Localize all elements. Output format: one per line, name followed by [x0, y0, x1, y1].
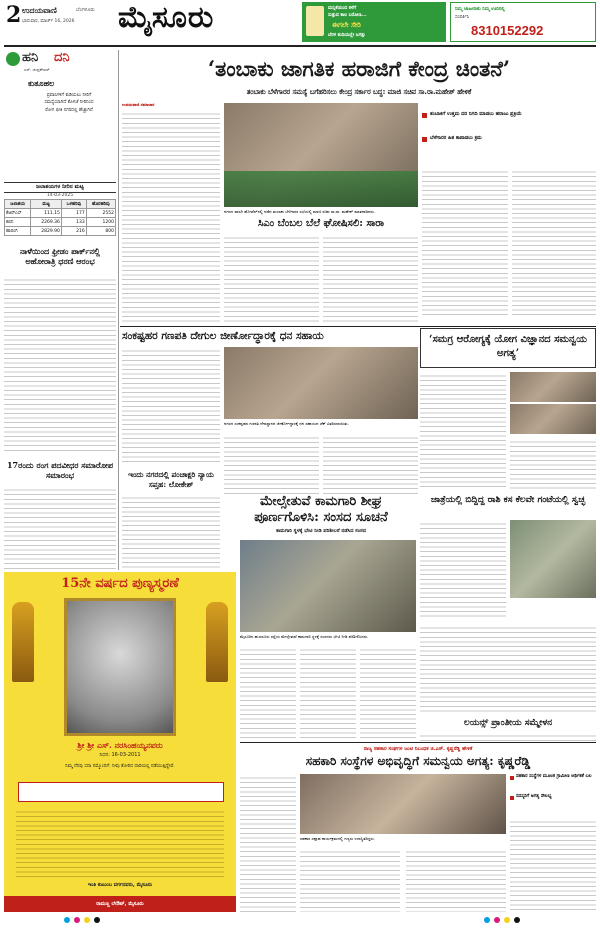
obituary-title [4, 576, 236, 591]
section-title: ಮೈಸೂರು [118, 0, 215, 35]
obituary-title-text: ವರ್ಷದ ಪುಣ್ಯಸ್ಮರಣೆ [95, 576, 179, 591]
coop-kicker: ರಾಜ್ಯ ಸಹಕಾರ ಸಂಘಗಳ ಜಂಟಿ ನಿಬಂಧಕ ಜಿ.ಎಸ್. ಕೃಷ್ಣರೆಡ್ಡಿ ಹೇಳಿಕೆ [363, 746, 473, 752]
bullet-icon [510, 796, 514, 800]
table-row [5, 227, 116, 236]
masthead-divider [4, 45, 596, 47]
reservoir-col-inflow: ಒಳಹರಿವು [61, 200, 86, 209]
registration-marks [4, 916, 596, 924]
yoga-headline: ‘ಸಮಗ್ರ ಆರೋಗ್ಯಕ್ಕೆ ಯೋಗ ವಿಜ್ಞಾನದ ಸಮನ್ವಯ ಅಗತ್ಯ’ [429, 334, 587, 359]
obituary-address-box [18, 782, 224, 802]
yoga-body1 [420, 372, 506, 490]
lead-body-col3 [422, 168, 508, 318]
left-article2-headline: 17ರಂದು ರಂಗ ಪದವೀಧರ ಸಮಾರೋಪ ಸಮಾರಂಭ [6, 460, 113, 480]
coop-headline: ಸಹಕಾರಿ ಸಂಸ್ಥೆಗಳ ಅಭಿವೃದ್ಧಿಗೆ ಸಮನ್ವಯ ಅಗತ್ಯ: ಕೃಷ್ಣರೆಡ್ಡಿ [305, 754, 531, 768]
obituary-footer-bar [4, 896, 236, 912]
lead-photo [224, 103, 418, 207]
temple-headline: ಸಂಕಷ್ಟಹರ ಗಣಪತಿ ದೇಗುಲ ಜೀರ್ಣೋದ್ಧಾರಕ್ಕೆ ಧನ ಸಹಾಯ [122, 330, 324, 342]
table-cell: ಕಬಿನಿ [5, 218, 31, 227]
page-number: 2 [6, 2, 22, 28]
magenta-mark-icon [494, 917, 500, 923]
flyover-subheadline: ಕಾಮಗಾರಿ ಸ್ಥಳಕ್ಕೆ ಭೇಟಿ ನೀಡಿ ಪರಿಶೀಲನೆ ನಡೆಸಿದ ಸಂಸದ [276, 528, 366, 534]
cm-story-body2 [323, 234, 418, 322]
table-row [5, 218, 116, 227]
obituary-title-prefix: 15ನೇ [61, 576, 91, 591]
magenta-mark-icon [74, 917, 80, 923]
cyan-mark-icon [484, 917, 490, 923]
flyover-photo-caption: ಮೈಸೂರಿನ ಹುಣಸೂರು ರಸ್ತೆಯ ಮೇಲ್ಸೇತುವೆ ಕಾಮಗಾರಿ ಸ್ಥಳಕ್ಕೆ ಸಂಸದರು ಭೇಟಿ ನೀಡಿ ಪರಿಶೀಲಿಸಿದರು. [240, 634, 369, 639]
obituary-footer: ರಾಮಣ್ಣ ಲೇಔಟ್, ಮೈಸೂರು [96, 901, 144, 907]
phone-icon [306, 6, 324, 36]
left-column [4, 50, 116, 572]
coop-bullet1: ಸಹಕಾರ ಸಂಸ್ಥೆಗಳ ಮೂಲಕ ಗ್ರಾಮೀಣ ಆರ್ಥಿಕತೆ ಬಲ [516, 774, 592, 779]
table-cell: ಕೆಆರ್‌ಎಸ್ [5, 209, 31, 218]
bullet-icon [422, 113, 427, 118]
hanidani-logo-icon [6, 52, 20, 66]
obituary-name: ಶ್ರೀ ಶ್ರೀ ಎಸ್. ನರಸಿಂಹಯ್ಯನವರು [77, 740, 163, 750]
black-mark-icon [514, 917, 520, 923]
adalat-body [122, 494, 220, 570]
portrait-photo [64, 598, 176, 736]
ad2-line1: ನಿಮ್ಮ ಜಾಹೀರಾತು ನಿಮ್ಮ ಊರಿನಲ್ಲಿ [455, 7, 505, 12]
obituary-tribute: ನಿಮ್ಮ ನೆನಪು ಸದಾ ನಮ್ಮೊಂದಿಗೆ. ನೀವು ತೋರಿದ ದಾರಿಯಲ್ಲಿ ನಡೆಯುತ್ತಿದ್ದೇವೆ. [65, 764, 175, 769]
yellow-mark-icon [84, 917, 90, 923]
issue-date: ಭಾನುವಾರ, ಮಾರ್ಚ್ 16, 2026 [22, 19, 75, 24]
table-cell: 216 [61, 227, 86, 236]
hanidani-brand-b: ದನಿ [54, 50, 70, 65]
cm-story-body1 [224, 234, 319, 322]
lead-bullet2: ಬೆಳೆಗಾರರ ಹಿತ ಕಾಪಾಡಲು ಕ್ರಮ [430, 135, 482, 141]
lead-photo-caption: ನಗರದ ಖಾಸಗಿ ಹೋಟೆಲ್‌ನಲ್ಲಿ ನಡೆದ ತಂಬಾಕು ಬೆಳೆಗಾರರ ಸಭೆಯಲ್ಲಿ ಮಾಜಿ ಸಚಿವ ಸಾ.ರಾ. ಮಹೇಶ್ ಮಾತನಾಡಿದರು. [224, 209, 376, 214]
hanidani-byline: ಎಸ್. ಚಂದ್ರಶೇಖರ್ [24, 67, 50, 72]
reservoir-col-level: ಮಟ್ಟ [31, 200, 61, 209]
kutuhala-text: ಪ್ರವಾಸಿಗಳಿಗೆ ಕುಡಿಯಲು ನೀರಿಗೆ ಸಮಸ್ಯೆಯಾಗಿದೆ ಕೊಳಚೆ ನೀರಿನಿಂದ ರೋಗ ಭೀತಿ ನಗರದಲ್ಲಿ ಹೆಚ್ಚಾಗಿದೆ [44, 93, 94, 113]
yellow-mark-icon [504, 917, 510, 923]
table-row [5, 209, 116, 218]
table-cell: 2829.90 [31, 227, 61, 236]
masthead-ad-green [302, 2, 446, 42]
lamp-icon [206, 602, 228, 682]
masthead-ad-phone [450, 2, 596, 42]
lead-headline: ‘ತಂಬಾಕು ಜಾಗತಿಕ ಹರಾಜಿಗೆ ಕೇಂದ್ರ ಚಿಂತನೆ’ [207, 56, 511, 81]
paper-name: ಉದಯವಾಣಿ [22, 6, 57, 15]
lamp-icon [12, 602, 34, 682]
lead-body-col4 [512, 168, 596, 318]
bullet-icon [422, 137, 427, 142]
yoga-photo-1 [510, 372, 596, 402]
section-divider [120, 326, 596, 327]
lead-dateline: ಉದಯವಾಣಿ ಸಮಾಚಾರ [122, 102, 155, 107]
coop-body3 [406, 848, 506, 912]
fair-body1 [420, 520, 506, 620]
flyover-photo [240, 540, 416, 632]
kutuhala-title: ಕುತೂಹಲ [28, 78, 55, 88]
yoga-photo-2 [510, 404, 596, 434]
flyover-headline-line1: ಮೇಲ್ಸೇತುವೆ ಕಾಮಗಾರಿ ಶೀಘ್ರ [260, 494, 382, 509]
temple-body1 [122, 347, 220, 465]
fair-headline: ಜಾತ್ರೆಯಲ್ಲಿ ಬಿದ್ದಿದ್ದ ರಾಶಿ ಕಸ ಕೆಲವೇ ಗಂಟೆಯಲ್ಲಿ ಸ್ವಚ್ಛ [430, 495, 586, 505]
yoga-headline-box [420, 328, 596, 368]
reservoir-col-name: ಜಲಾಶಯ [5, 200, 31, 209]
coop-bullet2: ಸದಸ್ಯರಿಗೆ ಅಗತ್ಯ ಸೌಲಭ್ಯ [516, 794, 552, 799]
reservoir-date: 14-03-2025 [46, 193, 74, 198]
lead-bullets [422, 103, 596, 165]
cm-story-headline: ಸಿಎಂ ಬೆಂಬಲ ಬೆಲೆ ಘೋಷಿಸಲಿ: ಸಾರಾ [257, 218, 385, 229]
temple-body2 [224, 434, 319, 494]
table-cell: 111.15 [31, 209, 61, 218]
lead-subheadline: ತಂಬಾಕು ಬೆಳೆಗಾರರ ಸಮಸ್ಯೆ ಬಗೆಹರಿಸಲು ಕೇಂದ್ರ ಸರ್ಕಾರ ಬದ್ಧ: ಮಾಜಿ ಸಚಿವ ಸಾ.ರಾ.ಮಹೇಶ್ ಹೇಳಿಕೆ [246, 88, 472, 96]
bullet-icon [510, 776, 514, 780]
table-cell: ಹಾರಂಗಿ [5, 227, 31, 236]
table-cell: 2552 [86, 209, 115, 218]
lead-bullet1: ತಂಬಾಕಿಗೆ ಉತ್ತಮ ದರ ನಿಗದಿ ಮಾಡಲು ಹರಾಜು ಪ್ರಕ್ರಿಯೆ [430, 111, 522, 117]
temple-body3 [323, 434, 418, 494]
coop-bullets [510, 774, 596, 814]
reservoir-title: ಜಲಾಶಯಗಳ ನೀರಿನ ಮಟ್ಟ [4, 182, 116, 193]
table-cell: 1200 [86, 218, 115, 227]
ad1-line4: ಬೆರಳ ತುದಿಯಲ್ಲೇ ಜಗತ್ತು [328, 33, 366, 38]
lions-headline: ಲಯನ್ಸ್ ಪ್ರಾಂತೀಯ ಸಮ್ಮೇಳನ [463, 718, 553, 728]
table-cell: 800 [86, 227, 115, 236]
coop-photo [300, 774, 506, 834]
hanidani-brand-a: ಹನಿ [22, 50, 39, 65]
yoga-body2 [510, 438, 596, 490]
reservoir-box [4, 182, 116, 236]
ad2-line2: ಸಂಪರ್ಕಿಸಿ [455, 15, 470, 20]
flyover-body3 [360, 646, 416, 738]
obituary-dates: ನಿಧನ: 16-03-2011 [99, 752, 141, 758]
left-article1-body [4, 276, 116, 454]
coop-body1 [240, 774, 296, 912]
coop-body4 [510, 818, 596, 912]
coop-body2 [300, 848, 400, 912]
lead-body-col1 [122, 110, 220, 322]
temple-photo [224, 347, 418, 419]
lions-body [420, 732, 596, 742]
flyover-headline-line2: ಪೂರ್ಣಗೊಳಿಸಿ: ಸಂಸದ ಸೂಚನೆ [254, 510, 388, 525]
left-article1-headline: ನಾಳೆಯಿಂದ ಫ್ರೀಡಂ ಪಾರ್ಕ್‌ನಲ್ಲಿ ಅಹೋರಾತ್ರಿ ಧರಣಿ ಆರಂಭ [19, 246, 101, 266]
temple-photo-caption: ನಗರದ ಸಂಕಷ್ಟಹರ ಗಣಪತಿ ದೇವಸ್ಥಾನದ ಜೀರ್ಣೋದ್ಧಾರಕ್ಕೆ ಧನ ಸಹಾಯದ ಚೆಕ್ ವಿತರಿಸಲಾಯಿತು. [224, 421, 349, 426]
black-mark-icon [94, 917, 100, 923]
reservoir-table [4, 199, 116, 236]
flyover-body2 [300, 646, 356, 738]
ad1-line1: ಮನ್ನಿಕೆಯಿಂದ ಕಳೆಗೆ [328, 6, 357, 11]
masthead-left [6, 4, 114, 40]
ad1-line2: ಸುತ್ತುವ ಕಾಲ ಬರೋಣ... [328, 13, 367, 18]
edition-city: ಬೆಂಗಳೂರು [76, 7, 95, 13]
fair-body2 [420, 624, 596, 714]
reservoir-col-outflow: ಹೊರಹರಿವು [86, 200, 115, 209]
fair-photo [510, 520, 596, 598]
table-cell: 2269.36 [31, 218, 61, 227]
table-cell: 133 [61, 218, 86, 227]
ad-phone-number: 8310152292 [471, 23, 544, 38]
table-cell: 177 [61, 209, 86, 218]
obituary-family: ಇಂತಿ ಕುಟುಂಬ ವರ್ಗದವರು, ಮೈಸೂರು [87, 882, 153, 888]
flyover-headline [224, 494, 418, 526]
coop-photo-caption: ಸಹಕಾರ ಸಪ್ತಾಹ ಕಾರ್ಯಕ್ರಮದಲ್ಲಿ ಗಣ್ಯರು ಉಪಸ್ಥಿತರಿದ್ದರು. [300, 836, 376, 841]
adalat-headline: ಇಂದು ನಗರದಲ್ಲಿ ಪಂಚಾಕ್ಷರಿ ನ್ಯಾಯ ಸಪ್ತಹ: ಲೋಕೇಶ್ [128, 470, 214, 489]
obituary-ad [4, 572, 236, 912]
column-divider [118, 50, 119, 570]
photo-banner [224, 171, 418, 207]
cyan-mark-icon [64, 917, 70, 923]
obituary-family-list [16, 808, 224, 878]
flyover-body1 [240, 646, 296, 738]
ad1-line3: ಈಗಲೇ ಸೇರಿ [332, 21, 361, 29]
coop-divider [240, 742, 596, 743]
